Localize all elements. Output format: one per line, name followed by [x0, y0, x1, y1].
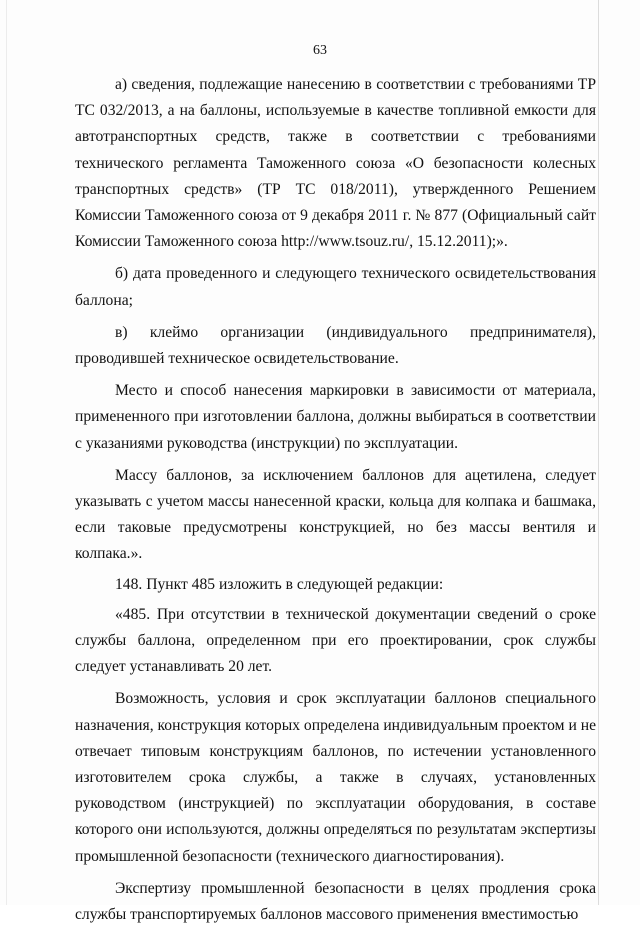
document-body — [75, 72, 596, 932]
paragraph-clause-148: 148. Пункт 485 изложить в следующей редакции: — [115, 575, 444, 593]
paragraph-clause-485: «485. При отсутствии в технической документации сведений о сроке службы баллона, определенном при его проектировании, срок службы следует устанавливать 20 лет. — [75, 605, 596, 676]
scan-edge-right — [598, 0, 599, 905]
paragraph-special-cylinders: Возможность, условия и срок эксплуатации баллонов специального назначения, конструкция которых определена индивидуальным проектом и не отвечает типовым конструкциям баллонов, по истечении установленного изготовителем срока службы, а также в случаях, установленных руководством (инструкцией) по эксплуатации оборудования, в составе которого они используются, должны определяться по результатам экспертизы промышленной безопасности (технического диагностирования). — [75, 690, 596, 865]
page-number: 63 — [313, 43, 327, 58]
scan-edge-left — [6, 0, 7, 905]
paragraph-item-v: в) клеймо организации (индивидуального предпринимателя), проводившей техническое освидетельствование. — [75, 323, 596, 368]
paragraph-cylinder-mass: Массу баллонов, за исключением баллонов для ацетилена, следует указывать с учетом массы нанесенной краски, кольца для колпака и башмака, если таковые предусмотрены конструкцией, но без массы вентиля и колпака.». — [75, 466, 596, 563]
paragraph-marking-method: Место и способ нанесения маркировки в зависимости от материала, примененного при изготовлении баллона, должны выбираться в соответствии с указаниями руководства (инструкции) по эксплуатации. — [75, 382, 596, 452]
paragraph-expertise: Экспертизу промышленной безопасности в целях продления срока службы транспортируемых баллонов массового применения вместимостью — [75, 879, 596, 924]
paragraph-item-b: б) дата проведенного и следующего технического освидетельствования баллона; — [75, 265, 596, 309]
paragraph-item-a: а) сведения, подлежащие нанесению в соответствии с требованиями ТР ТС 032/2013, а на баллоны, используемые в качестве топливной емкости для автотранспортных средств, также в соответствии с требованиями технического регламента Таможенного союза «О безопасности колесных транспортных средств» (ТР ТС 018/2011), утвержденного Решением Комиссии Таможенного союза от 9 декабря 2011 г. № 877 (Официальный сайт Комиссии Таможенного союза http://www.tsouz.ru/, 15.12.2011);». — [75, 76, 596, 251]
